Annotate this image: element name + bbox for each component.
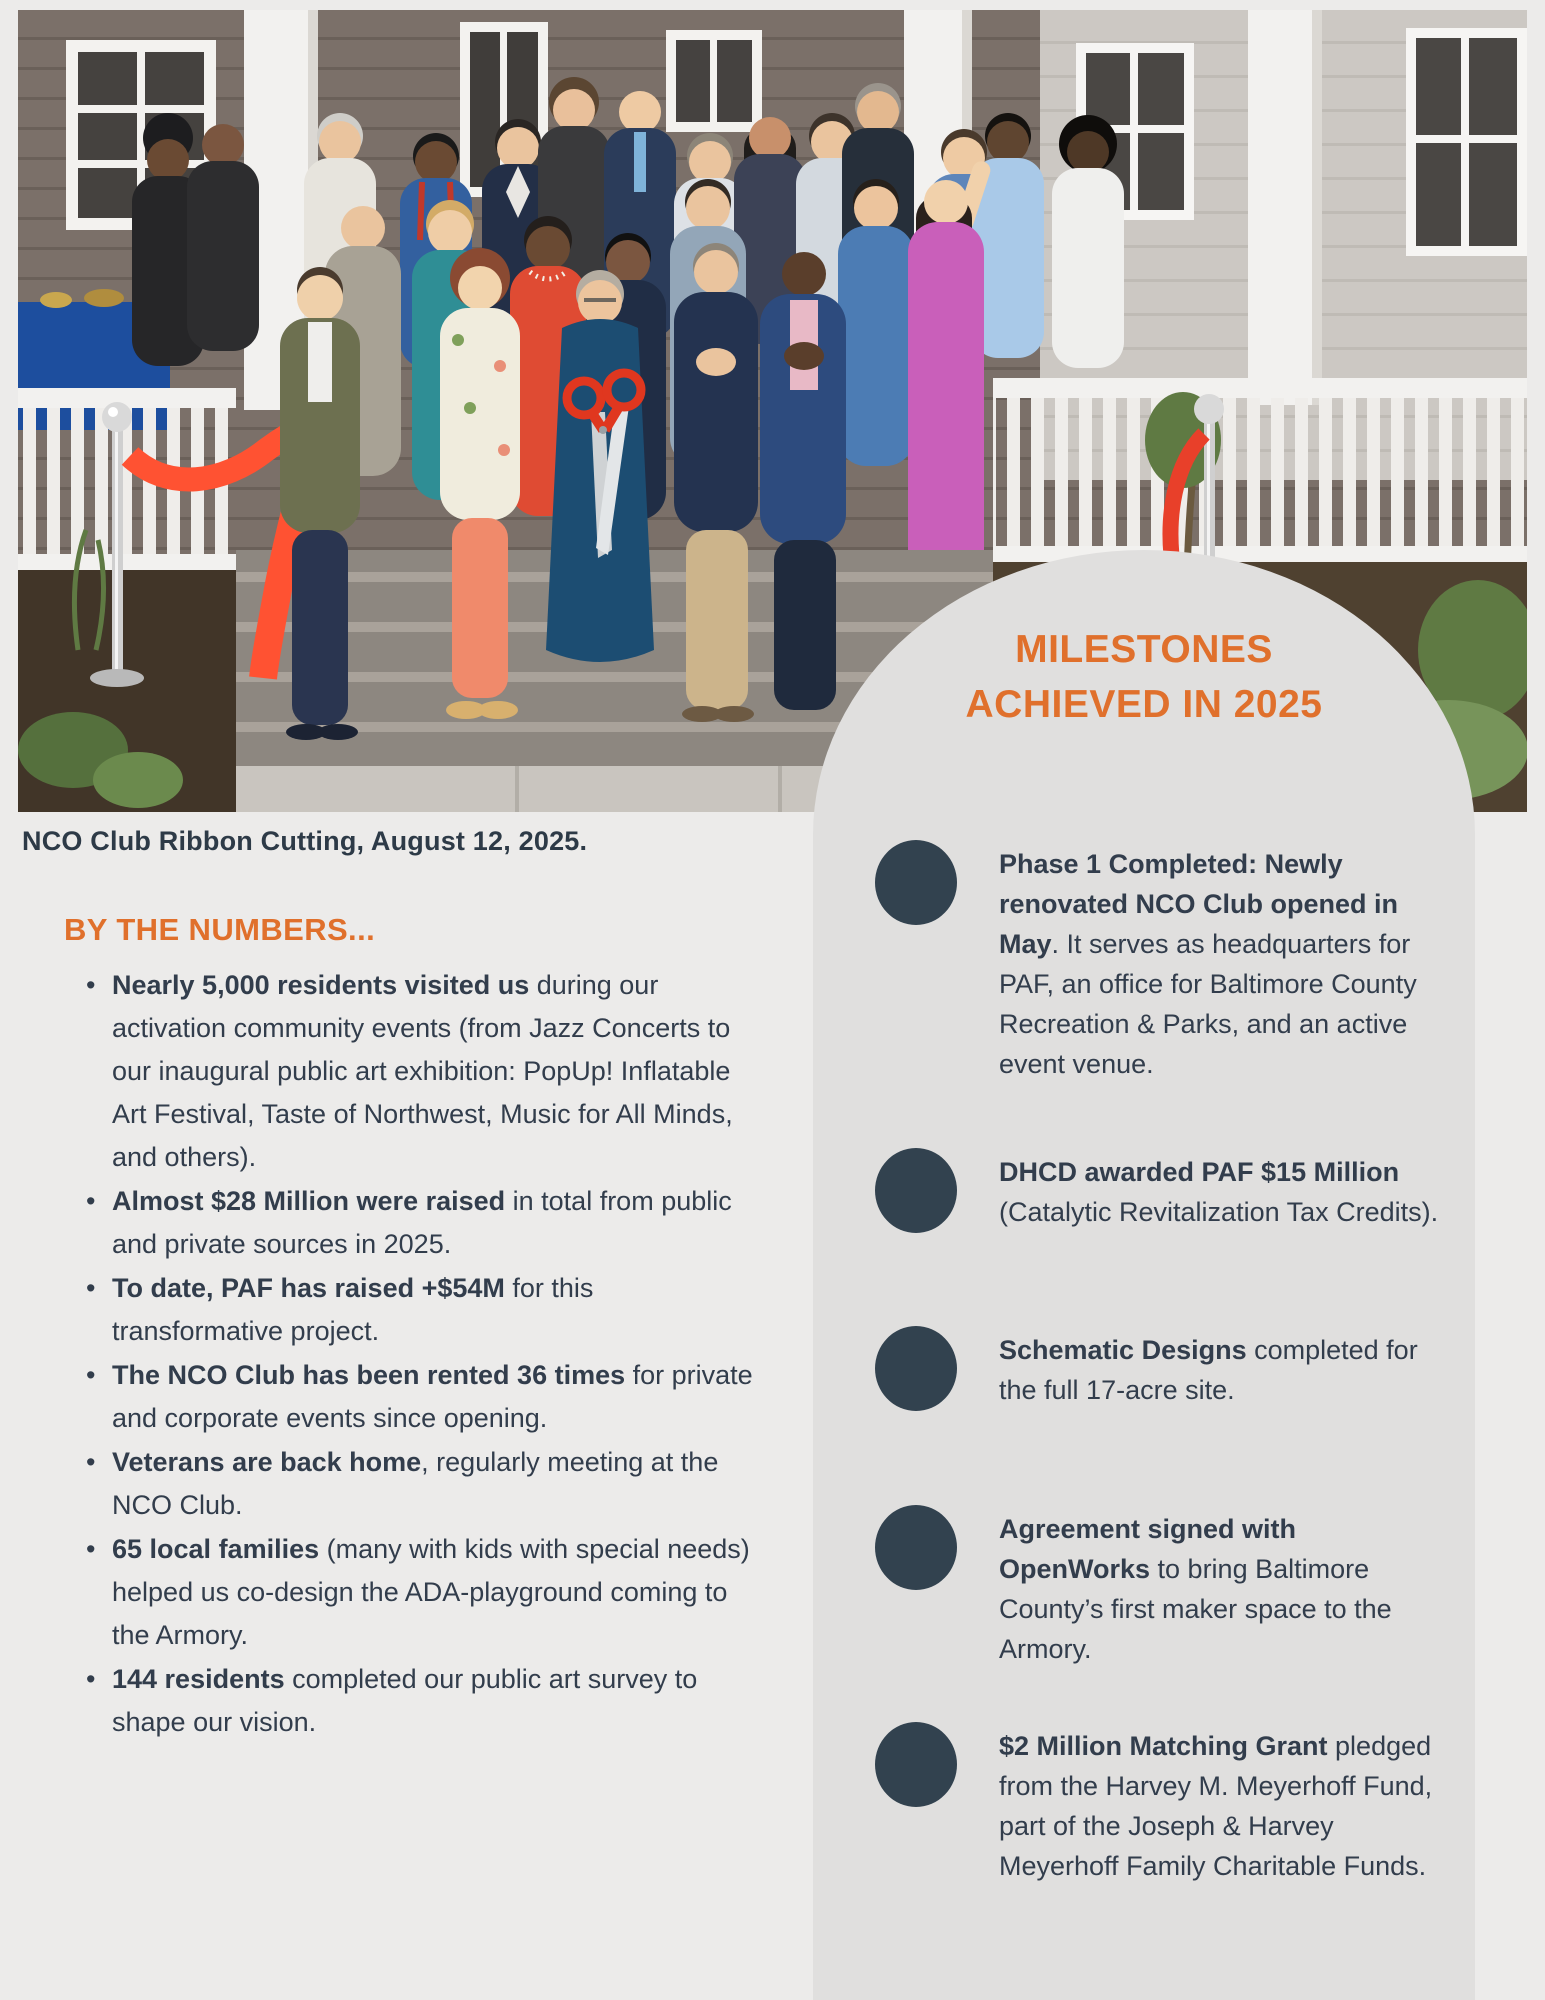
milestone-text-bold: $2 Million Matching Grant [999, 1731, 1328, 1761]
milestone-dot-icon [875, 1722, 957, 1807]
list-item-bold: 65 local families [112, 1534, 320, 1564]
milestone-text-rest: (Catalytic Revitalization Tax Credits). [999, 1197, 1439, 1227]
milestone-dot-icon [875, 1148, 957, 1233]
milestones-panel [813, 550, 1475, 2000]
milestone-dot-icon [875, 840, 957, 925]
list-item [112, 1180, 760, 1266]
milestones-heading [813, 622, 1475, 732]
milestone-text-bold: Schematic Designs [999, 1335, 1247, 1365]
milestones-heading-line1: MILESTONES [1015, 628, 1273, 671]
list-item-text: in total from public and private sources in 2025. [112, 1186, 732, 1259]
list-item-bold: Almost $28 Million were raised [112, 1186, 506, 1216]
by-the-numbers-heading: BY THE NUMBERS... [64, 912, 376, 947]
milestone-text-rest: . It serves as headquarters for PAF, an office for Baltimore County Recreation & Parks, and an active event venue. [999, 929, 1417, 1079]
milestone-text [999, 1330, 1451, 1410]
list-item-bold: The NCO Club has been rented 36 times [112, 1360, 626, 1390]
photo-caption: NCO Club Ribbon Cutting, August 12, 2025. [22, 826, 588, 856]
milestone-text [999, 1726, 1451, 1886]
milestone-dot-icon [875, 1505, 957, 1590]
milestone-text [999, 1152, 1451, 1232]
milestone-text-bold: Phase 1 Completed: Newly renovated NCO Club opened in May [999, 849, 1399, 959]
milestone-dot-icon [875, 1326, 957, 1411]
list-item-bold: Veterans are back home [112, 1447, 422, 1477]
milestone-text [999, 1509, 1451, 1669]
list-item [112, 1354, 760, 1440]
list-item-bold: To date, PAF has raised +$54M [112, 1273, 505, 1303]
list-item-text: during our activation community events (from Jazz Concerts to our inaugural public art exhibition: PopUp! Inflatable Art Festival, Taste of Northwest, Music for All Minds, and others). [112, 970, 733, 1172]
milestone-text-rest: to bring Baltimore County’s first maker space to the Armory. [999, 1554, 1392, 1664]
by-the-numbers-list [112, 964, 760, 1745]
milestone-text-bold: Agreement signed with OpenWorks [999, 1514, 1297, 1584]
milestones-heading-line2: ACHIEVED IN 2025 [965, 683, 1323, 726]
list-item-text: completed our public art survey to shape our vision. [112, 1664, 698, 1737]
list-item-bold: 144 residents [112, 1664, 285, 1694]
list-item [112, 1528, 760, 1657]
list-item-text: for private and corporate events since opening. [112, 1360, 753, 1433]
list-item-text: , regularly meeting at the NCO Club. [112, 1447, 719, 1520]
list-item-text: (many with kids with special needs) helped us co-design the ADA-playground coming to the Armory. [112, 1534, 750, 1650]
list-item-text: for this transformative project. [112, 1273, 594, 1346]
list-item-bold: Nearly 5,000 residents visited us [112, 970, 530, 1000]
list-item [112, 1658, 760, 1744]
milestone-text-bold: DHCD awarded PAF $15 Million [999, 1157, 1400, 1187]
list-item [112, 1441, 760, 1527]
milestone-text-rest: pledged from the Harvey M. Meyerhoff Fund, part of the Joseph & Harvey Meyerhoff Family Charitable Funds. [999, 1731, 1433, 1881]
list-item [112, 1267, 760, 1353]
list-item [112, 964, 760, 1179]
milestone-text [999, 844, 1451, 1084]
milestone-text-rest: completed for the full 17-acre site. [999, 1335, 1418, 1405]
